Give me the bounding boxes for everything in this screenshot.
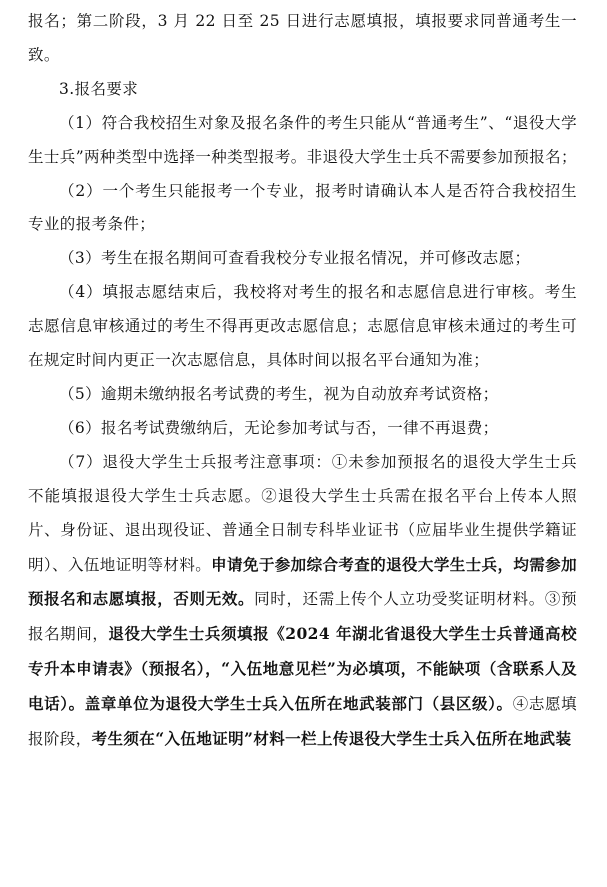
item-7-text-2: 同时，还需上传个人立功受奖证明材料。③预报名期间， (28, 590, 577, 644)
requirement-item-1: （1）符合我校招生对象及报名条件的考生只能从“普通考生”、“退役大学生士兵”两种类型中选择一种类型报考。非退役大学生士兵不需要参加预报名； (28, 113, 577, 166)
item-7-bold-2: 退役大学生士兵须填报《2024 年湖北省退役大学生士兵普通高校专升本申请表》（预报名），“入伍地意见栏”为必填项，不能缺项（含联系人及电话）。盖章单位为退役大学生士兵入伍所在地武装部门（县区级）。 (28, 624, 577, 714)
item-7-text-3: ④志愿填报阶段， (28, 695, 577, 749)
requirement-item-4: （4）填报志愿结束后，我校将对考生的报名和志愿信息进行审核。考生志愿信息审核通过的考生不得再更改志愿信息；志愿信息审核未通过的考生可在规定时间内更正一次志愿信息，具体时间以报名平台通知为准； (28, 283, 577, 370)
requirement-item-7 (28, 446, 577, 757)
item-7-bold-3: 考生须在“入伍地证明”材料一栏上传退役大学生士兵入伍所在地武装 (91, 729, 572, 749)
section-heading-registration-requirements: 3.报名要求 (59, 79, 139, 98)
item-7-bold-1: 申请免于参加综合考查的退役大学生士兵，均需参加预报名和志愿填报，否则无效。 (28, 554, 577, 609)
paragraph-stage-two: 报名；第二阶段，3 月 22 日至 25 日进行志愿填报，填报要求同普通考生一致。 (28, 12, 577, 64)
item-7-text-1: （7）退役大学生士兵报考注意事项：①未参加预报名的退役大学生士兵不能填报退役大学生士兵志愿。②退役大学生士兵需在报名平台上传本人照片、身份证、退出现役证、普通全日制专科毕业证书（应届毕业生提供学籍证明）、入伍地证明等材料。 (28, 452, 577, 574)
requirement-item-3: （3）考生在报名期间可查看我校分专业报名情况，并可修改志愿； (59, 249, 531, 268)
requirement-item-6: （6）报名考试费缴纳后，无论参加考试与否，一律不再退费； (59, 418, 499, 437)
requirement-item-5: （5）逾期未缴纳报名考试费的考生，视为自动放弃考试资格； (59, 384, 499, 403)
requirement-item-2: （2）一个考生只能报考一个专业，报考时请确认本人是否符合我校招生专业的报考条件； (28, 181, 577, 234)
